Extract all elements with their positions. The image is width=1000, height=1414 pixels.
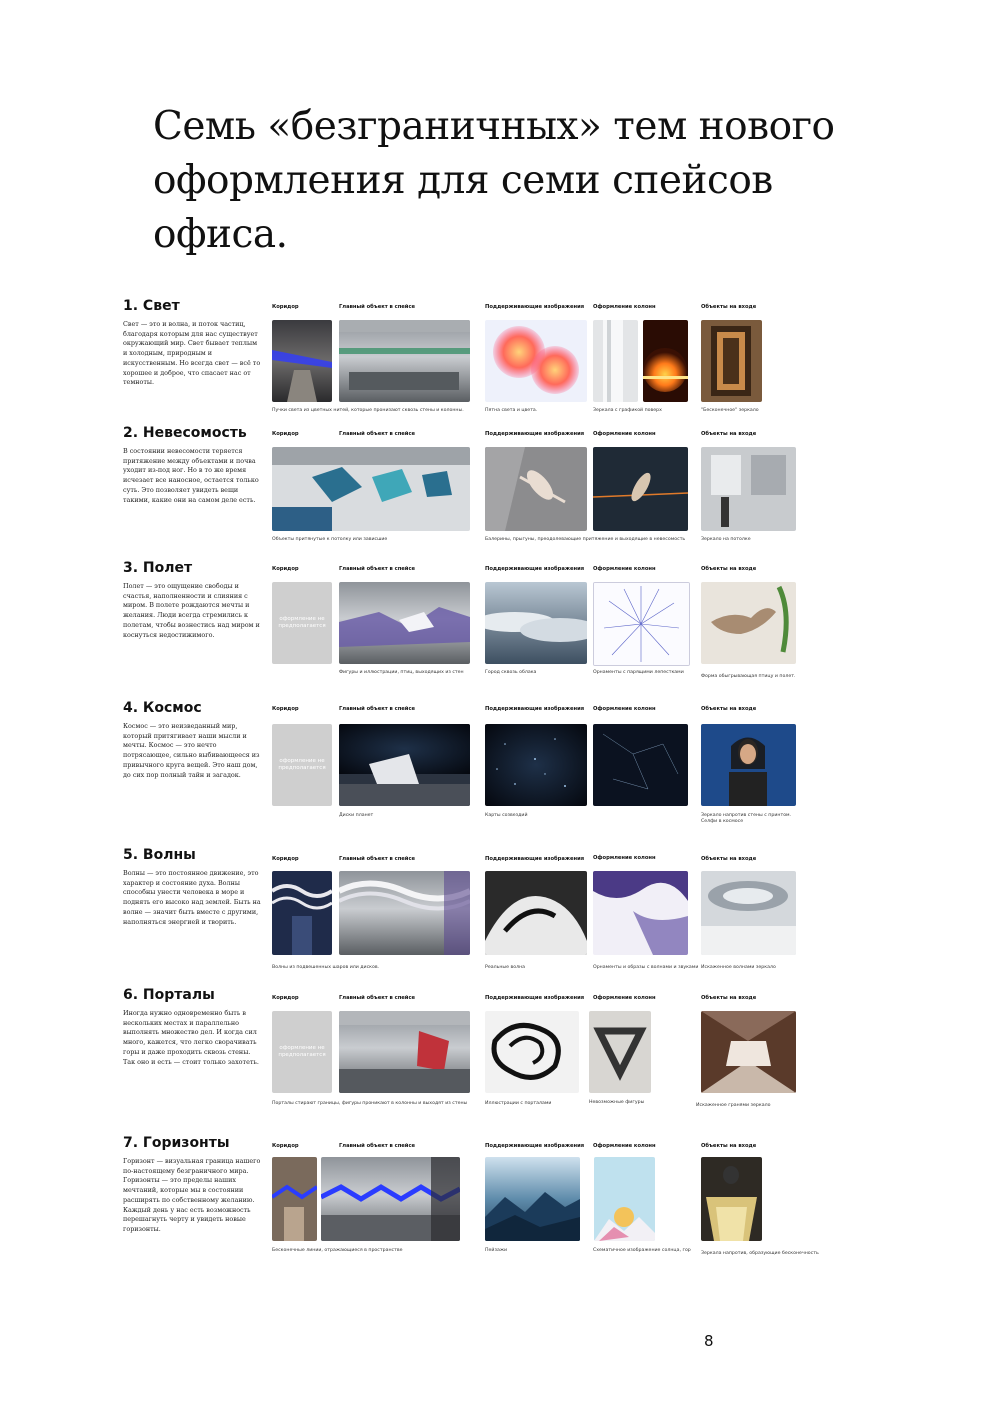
caption-corridor-main: Порталы стирают границы, фигуры проникают в колонны и выходят из стены xyxy=(272,1101,468,1106)
header-corridor: Коридор xyxy=(272,304,299,310)
theme-description: Горизонт — визуальная граница нашего по-настоящему безграничного мира. Горизонты — это пределы наших мечтаний, которые мы в состоянии расширять по собственному желанию. Каждый день у нас есть возможность перешагнуть черту и увидеть новые горизонты. xyxy=(123,1157,261,1233)
theme-title: 2. Невесомость xyxy=(123,425,247,441)
real-wave-image xyxy=(485,871,587,955)
theme-title: 6. Порталы xyxy=(123,987,215,1003)
header-column-design: Оформление колонн xyxy=(593,566,656,572)
header-column-design: Оформление колонн xyxy=(593,1143,656,1149)
theme-title: 3. Полет xyxy=(123,560,193,576)
header-column-design: Оформление колонн xyxy=(593,706,656,712)
caption-support: Пейзажи xyxy=(485,1248,508,1253)
landscape-mountains-image xyxy=(485,1157,580,1241)
theme-description: Волны — это постоянное движение, это характер и состояние духа. Волны способны унести человека в море и поднять его высоко над землей. Быть на волне — значит быть вместе с другими, наполняться энергией и творить. xyxy=(123,869,261,926)
header-main-object: Главный объект в спейсе xyxy=(339,856,416,862)
corridor-placeholder xyxy=(272,1011,332,1093)
header-column-design: Оформление колонн xyxy=(593,431,656,437)
header-column-design: Оформление колонн xyxy=(593,855,656,861)
petal-ornament-image xyxy=(593,582,690,666)
placeholder-text: оформление не предполагается xyxy=(278,616,326,629)
selfie-space-mirror-image xyxy=(701,724,796,806)
header-entrance-objects: Объекты на входе xyxy=(701,431,757,437)
constellation-map-image xyxy=(485,724,587,806)
caption-corridor-main: Волны из подвешенных шаров или дисков. xyxy=(272,965,380,970)
theme-title: 1. Свет xyxy=(123,298,180,314)
caption-entrance: Искаженное волнами зеркало xyxy=(701,965,776,970)
header-corridor: Коридор xyxy=(272,1143,299,1149)
caption-support: Карты созвездий xyxy=(485,813,528,818)
caption-column: Орнаменты с парящими лепестками xyxy=(593,670,684,675)
page-number: 8 xyxy=(704,1332,714,1350)
corridor-placeholder xyxy=(272,582,332,664)
header-entrance-objects: Объекты на входе xyxy=(701,995,757,1001)
portal-illustration-image xyxy=(485,1011,579,1093)
caption-support: Город сквозь облака xyxy=(485,670,537,675)
theme-title: 5. Волны xyxy=(123,847,196,863)
caption-support: Реальные волна xyxy=(485,965,526,970)
header-supporting-images: Поддерживающие изображения xyxy=(485,304,585,310)
caption-support-column: Балерины, прыгуны, преодолевающие притяжение и выходящие в невесомость xyxy=(485,537,686,542)
header-corridor: Коридор xyxy=(272,431,299,437)
office-planet-discs-image xyxy=(339,724,470,806)
corridor-placeholder xyxy=(272,724,332,806)
impossible-figure-image xyxy=(589,1011,651,1093)
caption-column: Орнаменты и образы с волнами и звуками xyxy=(593,965,699,970)
header-entrance-objects: Объекты на входе xyxy=(701,856,757,862)
header-column-design: Оформление колонн xyxy=(593,304,656,310)
page-title: Семь «безграничных» тем нового оформления для семи спейсов офиса. xyxy=(153,104,835,257)
wave-ornament-image xyxy=(593,871,688,955)
infinity-mirror-image xyxy=(701,320,762,402)
caption-entrance: Искаженное гранями зеркало xyxy=(696,1103,771,1108)
header-main-object: Главный объект в спейсе xyxy=(339,1143,416,1149)
caption-main: Диски планет xyxy=(339,813,374,818)
caption-column: Схематичное изображение солнца, гор xyxy=(593,1248,691,1253)
theme-description: Космос — это неизведанный мир, который притягивает наши мысли и мечты. Космос — это нечто потрясающее, сильно выбивающееся из привычного круга вещей. Это наш дом, до сих пор полный тайн и загадок. xyxy=(123,722,260,779)
office-suspended-spheres-image xyxy=(339,871,470,955)
header-main-object: Главный объект в спейсе xyxy=(339,566,416,572)
city-through-clouds-image xyxy=(485,582,587,664)
caption-column: Зеркала с графикой поверх xyxy=(593,408,662,413)
header-supporting-images: Поддерживающие изображения xyxy=(485,856,585,862)
caption-entrance: Зеркало на потолке xyxy=(701,537,751,542)
header-main-object: Главный объект в спейсе xyxy=(339,706,416,712)
header-entrance-objects: Объекты на входе xyxy=(701,706,757,712)
theme-title: 7. Горизонты xyxy=(123,1135,230,1151)
caption-entrance: Форма обыгрывающая птицу и полет. xyxy=(701,674,796,679)
header-supporting-images: Поддерживающие изображения xyxy=(485,566,585,572)
office-birds-mural-image xyxy=(339,582,470,664)
office-light-threads-image xyxy=(339,320,470,402)
caption-corridor-main: Пучки света из цветных нитей, которые пронизают сквозь стены и колонны. xyxy=(272,408,464,413)
theme-description: В состоянии невесомости теряется притяжение между объектами и почва уходит из-под ног. Но в то же время исчезает все наносное, остается только суть. Это позволяет увидеть вещи такими, какие они на самом деле есть. xyxy=(123,447,259,504)
ballerina-image xyxy=(485,447,587,531)
corridor-light-image xyxy=(272,320,332,402)
ceiling-mirror-image xyxy=(701,447,796,531)
header-corridor: Коридор xyxy=(272,856,299,862)
theme-description: Полет — это ощущение свободы и счастья, наполненности и слияния с миром. В полете рождаются мечты и желания. Люди всегда стремились к полетам, чтобы вознестись над миром и коснуться недостижимого. xyxy=(123,582,260,639)
bird-shaped-object-image xyxy=(701,582,796,664)
header-entrance-objects: Объекты на входе xyxy=(701,566,757,572)
header-supporting-images: Поддерживающие изображения xyxy=(485,431,585,437)
theme-description: Иногда нужно одновременно быть в нескольких местах и параллельно выполнять множество дел. И когда сил много, кажется, что легко сворачивать горы и даже проходить сквозь стены. Так оно и есть — стоит только захотеть. xyxy=(123,1009,259,1066)
header-supporting-images: Поддерживающие изображения xyxy=(485,706,585,712)
caption-support: Иллюстрации с порталами xyxy=(485,1101,552,1106)
faceted-mirror-image xyxy=(701,1011,796,1093)
caption-entrance: Зеркала напротив, образующие бесконечность xyxy=(701,1251,819,1256)
caption-corridor-main: Объекты притянутые к потолку или зависшие xyxy=(272,537,388,542)
placeholder-text: оформление не предполагается xyxy=(278,1045,326,1058)
header-entrance-objects: Объекты на входе xyxy=(701,304,757,310)
caption-support: Пятна света и цвета. xyxy=(485,408,538,413)
theme-title: 4. Космос xyxy=(123,700,202,716)
header-main-object: Главный объект в спейсе xyxy=(339,304,416,310)
caption-main: Фигуры и иллюстрации, птиц, выходящих из стен xyxy=(339,670,464,675)
mirror-column-image xyxy=(593,320,638,402)
wave-distorted-mirror-image xyxy=(701,871,796,955)
placeholder-text: оформление не предполагается xyxy=(278,758,326,771)
high-jumper-image xyxy=(593,447,688,531)
corridor-waves-image xyxy=(272,871,332,955)
light-color-spots-image xyxy=(485,320,587,402)
caption-entrance: Зеркало напротив стены с принтом. Селфи в космосе xyxy=(701,813,792,825)
caption-corridor-main: Бесконечные линии, отражающиеся в пространстве xyxy=(272,1248,403,1253)
header-supporting-images: Поддерживающие изображения xyxy=(485,1143,585,1149)
caption-entrance: "Бесконечное" зеркало xyxy=(701,408,759,413)
suspended-objects-office-image xyxy=(272,447,470,531)
header-column-design: Оформление колонн xyxy=(593,995,656,1001)
header-supporting-images: Поддерживающие изображения xyxy=(485,995,585,1001)
office-blue-lines-image xyxy=(321,1157,460,1241)
header-main-object: Главный объект в спейсе xyxy=(339,995,416,1001)
constellation-column-image xyxy=(593,724,688,806)
header-main-object: Главный объект в спейсе xyxy=(339,431,416,437)
header-corridor: Коридор xyxy=(272,995,299,1001)
theme-description: Свет — это и волна, и поток частиц, благодаря которым для нас существует окружающий мир. Свет бывает теплым и холодным, природным и искусственным. Но всегда свет — всё то хорошее и доброе, что спасает нас от темноты. xyxy=(123,320,261,387)
office-portal-column-image xyxy=(339,1011,470,1093)
sun-mountains-schematic-image xyxy=(594,1157,655,1241)
header-corridor: Коридор xyxy=(272,566,299,572)
corridor-lines-image xyxy=(272,1157,317,1241)
caption-column: Невозможные фигуры xyxy=(589,1100,645,1105)
header-corridor: Коридор xyxy=(272,706,299,712)
infinity-mirrors-image xyxy=(701,1157,762,1241)
sun-column-image xyxy=(643,320,688,402)
header-entrance-objects: Объекты на входе xyxy=(701,1143,757,1149)
